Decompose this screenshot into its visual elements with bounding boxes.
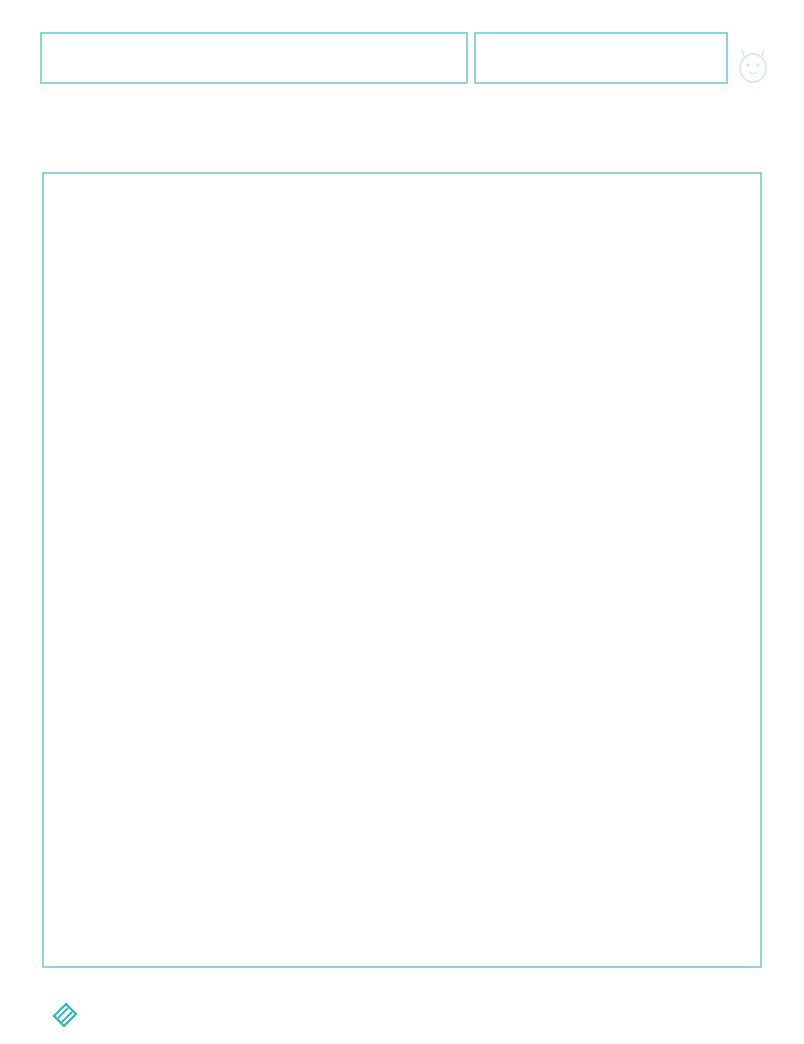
name-field-box[interactable]	[474, 32, 728, 84]
footer-logo[interactable]	[50, 998, 86, 1028]
mascot-icon	[734, 44, 772, 84]
practice-grid	[42, 172, 762, 968]
title-box	[40, 32, 468, 84]
education-logo-icon	[50, 998, 80, 1028]
